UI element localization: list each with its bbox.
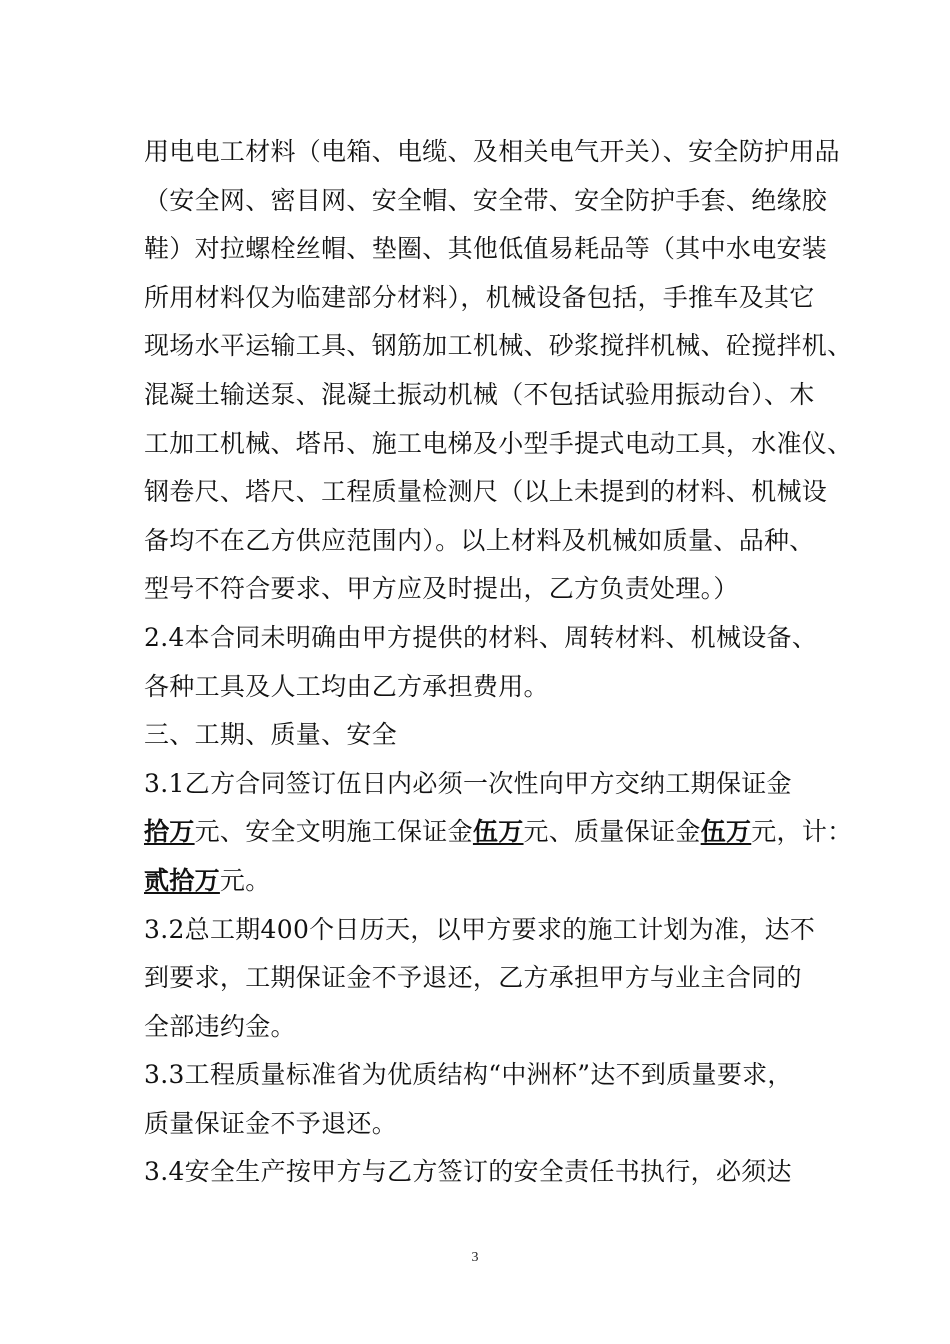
- clause-2-4-line: 2.4本合同未明确由甲方提供的材料、周转材料、机械设备、: [144, 622, 818, 652]
- text-line: 现场水平运输工具、钢筋加工机械、砂浆搅拌机械、砼搅拌机、: [144, 331, 853, 361]
- document-body: [144, 128, 853, 1197]
- text-line: 用电电工材料（电箱、电缆、及相关电气开关）、安全防护用品: [144, 137, 840, 166]
- deposit-text: 元、安全文明施工保证金: [194, 817, 473, 847]
- clause-3-1-line: 3.1乙方合同签订伍日内必须一次性向甲方交纳工期保证金: [144, 768, 792, 798]
- deposit-amounts-line: [144, 808, 853, 857]
- page-number: 3: [471, 1250, 479, 1265]
- clause-3-4-line: 3.4安全生产按甲方与乙方签订的安全责任书执行，必须达: [144, 1157, 792, 1187]
- text-line: 型号不符合要求、甲方应及时提出，乙方负责处理。）: [144, 574, 739, 604]
- section-heading: 三、工期、质量、安全: [144, 720, 398, 750]
- deposit-text: 元、质量保证金: [523, 817, 701, 847]
- deposit-amount-quality: 伍万: [700, 817, 752, 847]
- deposit-amount-schedule: 拾万: [144, 817, 195, 847]
- text-line: （安全网、密目网、安全帽、安全带、安全防护手套、绝缘胶: [144, 185, 828, 215]
- text-line: 鞋）对拉螺栓丝帽、垫圈、其他低值易耗品等（其中水电安装: [144, 234, 828, 264]
- text-line: 备均不在乙方供应范围内）。以上材料及机械如质量、品种、: [144, 525, 815, 555]
- text-line: 钢卷尺、塔尺、工程质量检测尺（以上未提到的材料、机械设: [144, 477, 828, 507]
- clause-3-3-line: 3.3工程质量标准省为优质结构“中洲杯”达不到质量要求，: [144, 1060, 793, 1090]
- deposit-total-line: [144, 857, 834, 906]
- deposit-text: 元。: [219, 865, 271, 895]
- deposit-amount-safety: 伍万: [472, 817, 524, 847]
- text-line: 混凝土输送泵、混凝土振动机械（不包括试验用振动台）、木: [144, 379, 815, 409]
- clause-3-2-line: 3.2总工期400个日历天，以甲方要求的施工计划为准，达不: [144, 914, 816, 944]
- deposit-text: 元，计：: [751, 817, 853, 847]
- text-line: 质量保证金不予退还。: [144, 1108, 398, 1138]
- text-line: 所用材料仅为临建部分材料），机械设备包括，手推车及其它: [144, 282, 815, 312]
- text-line: 各种工具及人工均由乙方承担费用。: [144, 671, 549, 701]
- text-line: 工加工机械、塔吊、施工电梯及小型手提式电动工具，水准仪、: [144, 428, 853, 458]
- deposit-amount-total: 贰拾万: [144, 865, 220, 895]
- text-line: 到要求，工期保证金不予退还，乙方承担甲方与业主合同的: [144, 963, 802, 993]
- text-line: 全部违约金。: [144, 1011, 296, 1041]
